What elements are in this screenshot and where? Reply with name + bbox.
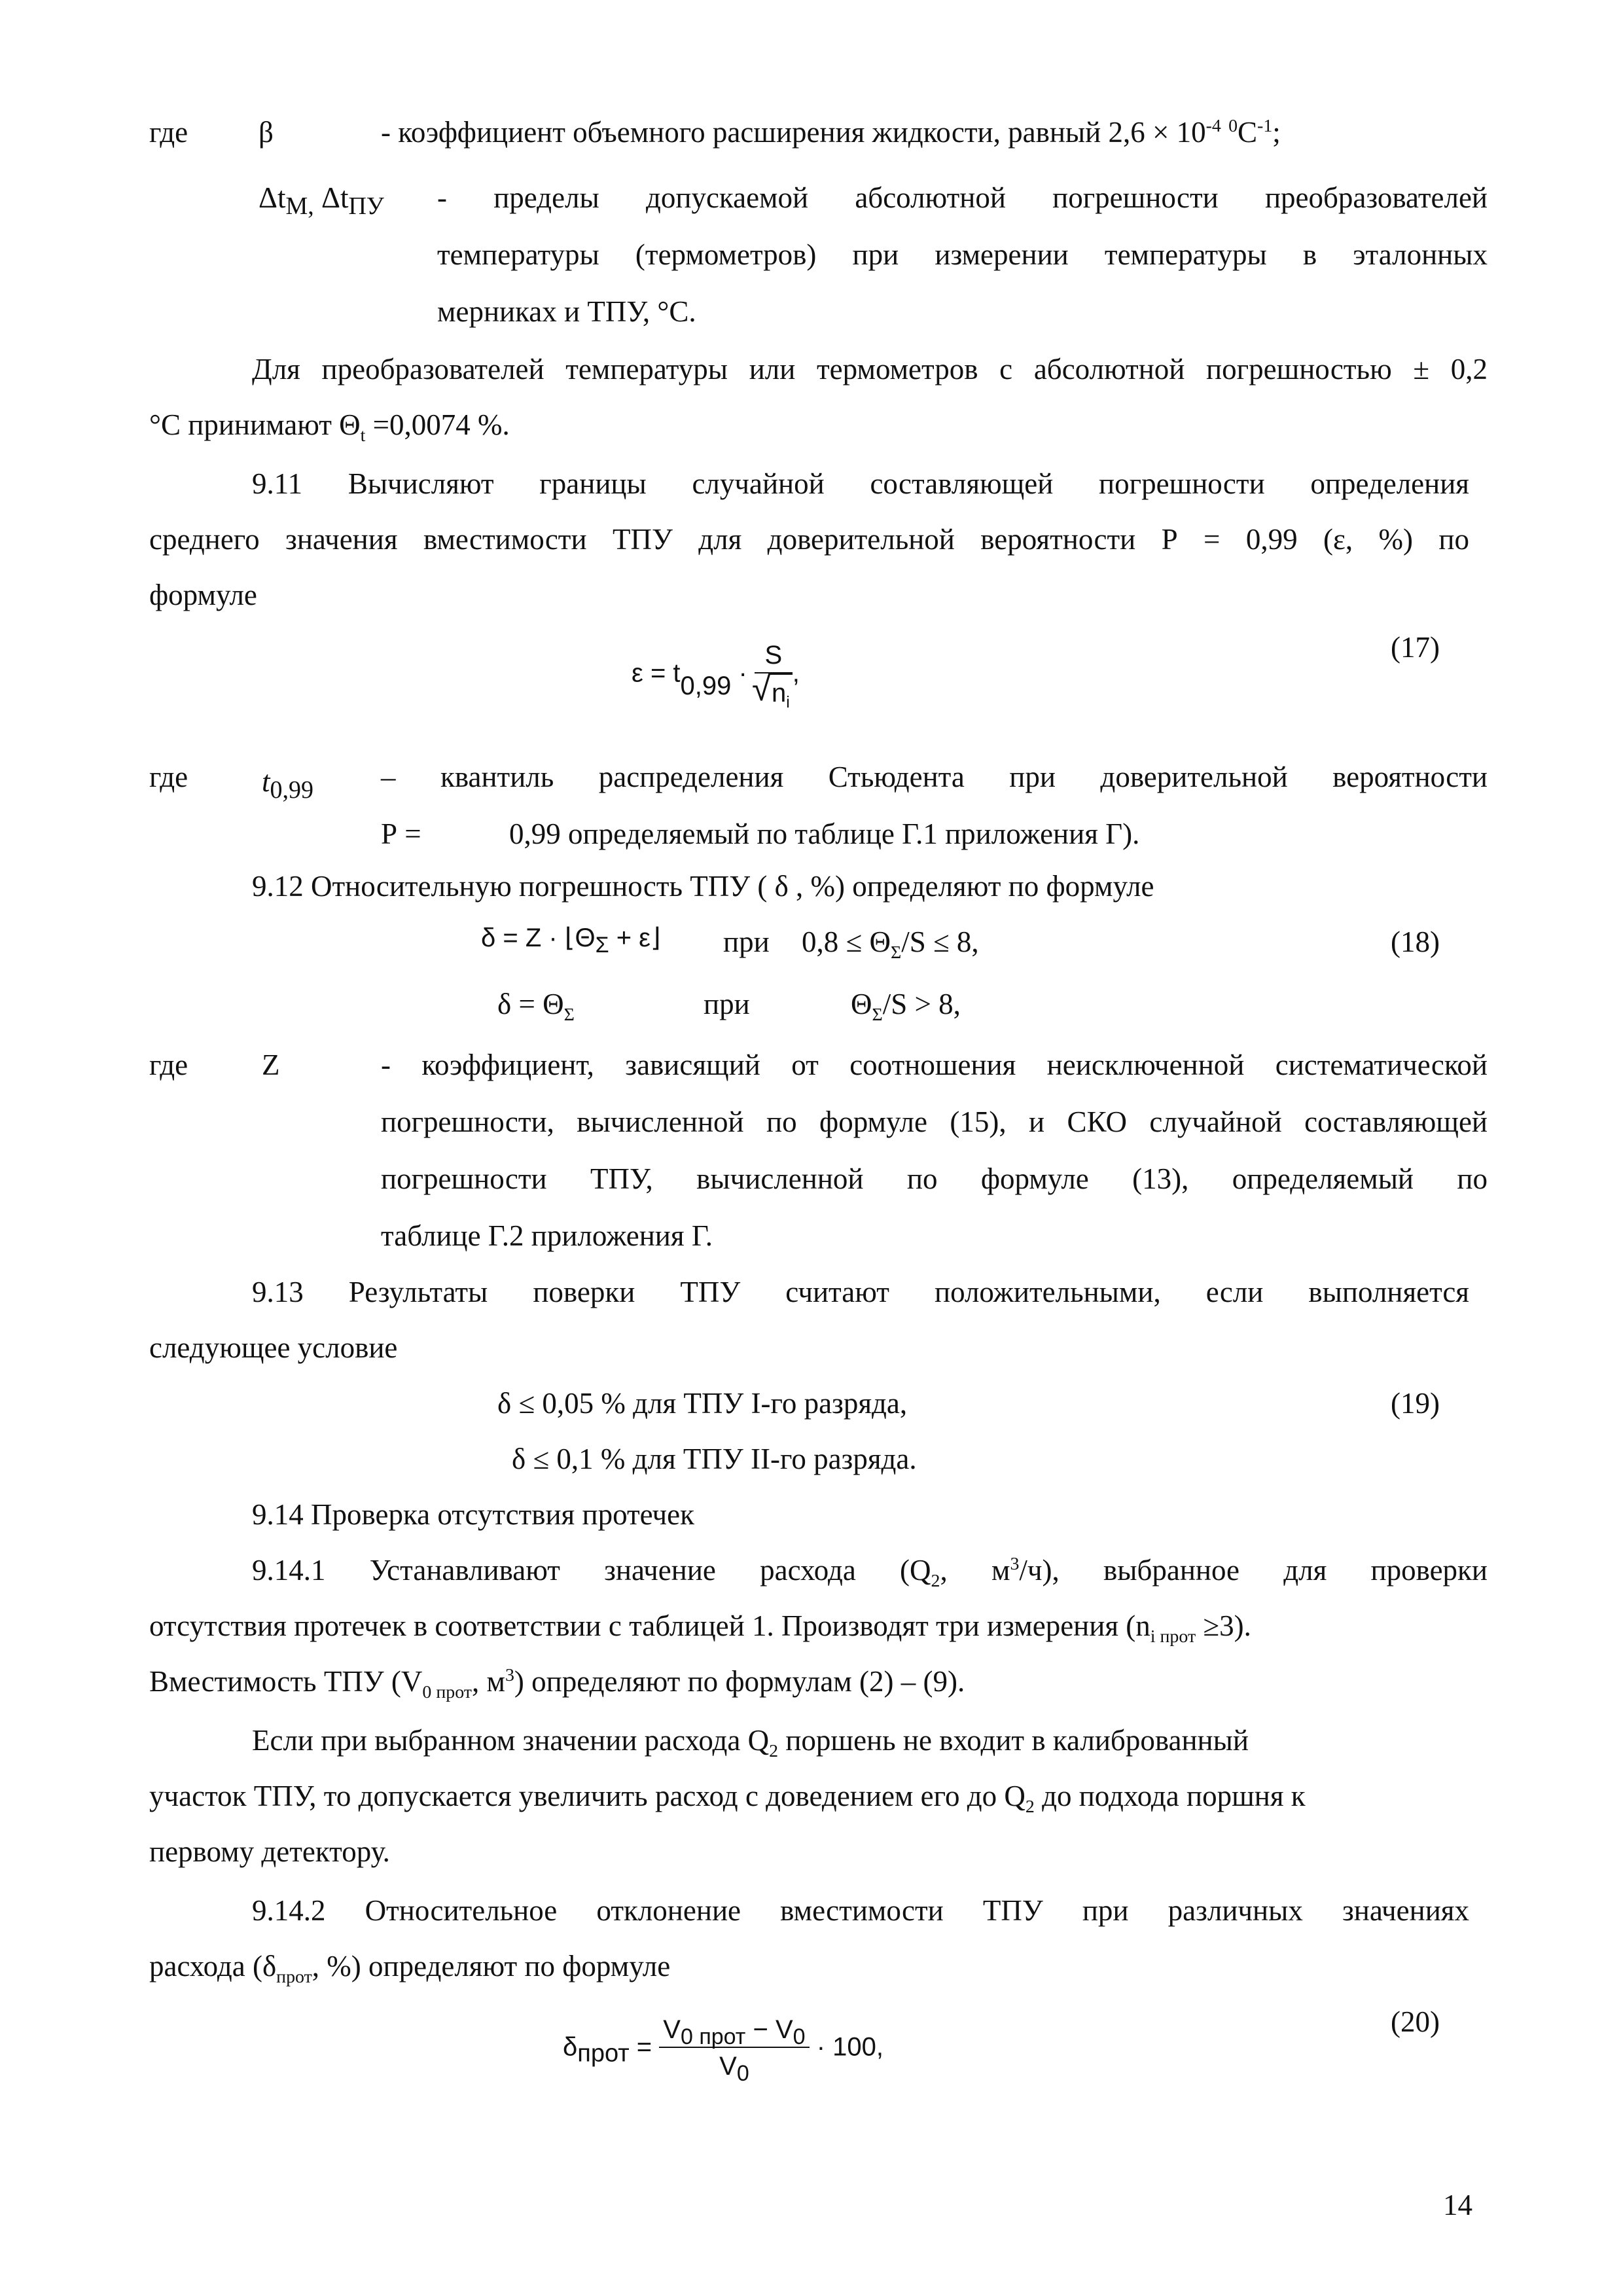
- t-quantile-definition-line1: – квантиль распределения Стьюдента при доверительной вероятности: [381, 761, 1488, 793]
- section-9-13-line1: 9.13 Результаты поверки ТПУ считают положительными, если выполняется: [252, 1276, 1469, 1308]
- delta-t-definition-line1: - пределы допускаемой абсолютной погрешности преобразователей: [437, 181, 1488, 214]
- equation-18-pri2: при: [704, 988, 750, 1020]
- z-definition-line3: погрешности ТПУ, вычисленной по формуле (13), определяемый по: [381, 1162, 1488, 1195]
- where-label: где: [149, 761, 188, 793]
- section-9-14-1-line3: Вместимость ТПУ ($V_{0 прот}$, $м^3$) определяют по формулам (2) – (9).: [149, 1665, 965, 1702]
- theta-paragraph-line2: °С принимают $\Theta_t =0,0074$ %.: [149, 408, 510, 446]
- section-9-13-line2: следующее условие: [149, 1331, 398, 1364]
- section-9-14-1-line1: 9.14.1 Устанавливают значение расхода ($Q_2$, $м^3/ч$), выбранное для проверки: [252, 1554, 1488, 1591]
- equation-17-fraction: S √ $n_i$: [755, 638, 793, 711]
- equation-19-line2: δ ≤ 0,1 % для ТПУ II-го разряда.: [512, 1443, 917, 1475]
- delta-t-symbols: $\Delta t_{М,}$ $\Delta t_{ПУ}$: [259, 181, 384, 220]
- equation-20-number: (20): [1391, 2005, 1440, 2038]
- page-number: 14: [1443, 2189, 1472, 2221]
- equation-20-fraction: $\frac{V_{0 прот} - V_0}{V_0}$: [659, 2013, 809, 2085]
- beta-symbol: β: [259, 116, 274, 149]
- equation-20: $\delta_{прот}$ = $\frac{V_{0 прот} - V_0}{V_0}$ · 100,: [563, 2013, 883, 2085]
- q2-paragraph-line1: Если при выбранном значении расхода $Q_2$ поршень не входит в калиброванный: [252, 1724, 1249, 1761]
- equation-18-cond2: $\Theta_\Sigma/S > 8$,: [851, 988, 961, 1025]
- where-label: где: [149, 1049, 188, 1081]
- delta-t-definition-line2: температуры (термометров) при измерении температуры в эталонных: [437, 238, 1488, 271]
- equation-18-pri1: при: [723, 925, 770, 958]
- q2-paragraph-line2: участок ТПУ, то допускается увеличить расход с доведением его до $Q_2$ до подхода поршня к: [149, 1780, 1306, 1817]
- delta-t-definition-line3: мерниках и ТПУ, °С.: [437, 295, 696, 328]
- section-9-11-line1: 9.11 Вычисляют границы случайной составляющей погрешности определения: [252, 467, 1469, 500]
- theta-paragraph-line1: Для преобразователей температуры или термометров с абсолютной погрешностью ± 0,2: [252, 353, 1488, 386]
- q2-paragraph-line3: первому детектору.: [149, 1835, 390, 1868]
- equation-19-number: (19): [1391, 1387, 1440, 1420]
- section-9-14-1-line2: отсутствия протечек в соответствии с таблицей 1. Производят три измерения $(n_{i прот} \ge 3)$.: [149, 1609, 1251, 1647]
- z-symbol: Z: [262, 1049, 280, 1081]
- equation-19-line1: δ ≤ 0,05 % для ТПУ I-го разряда,: [497, 1387, 908, 1420]
- equation-17: $\varepsilon = t_{0,99}$ · S √ $n_i$ ,: [632, 638, 800, 711]
- beta-definition: - коэффициент объемного расширения жидкости, равный $2,6 \times 10^{-4}$ $^0С^{-1}$;: [381, 116, 1281, 149]
- equation-18-line1: $\delta = Z \cdot ⌊\Theta_\Sigma$ + ε⌋: [481, 924, 661, 958]
- t-quantile-definition-line2b: 0,99 определяемый по таблице Г.1 приложения Г).: [509, 817, 1140, 850]
- section-9-14-title: 9.14 Проверка отсутствия протечек: [252, 1498, 694, 1531]
- z-definition-line2: погрешности, вычисленной по формуле (15), и СКО случайной составляющей: [381, 1105, 1488, 1138]
- section-9-14-2-line2: расхода ($\delta_{прот}$, %) определяют по формуле: [149, 1950, 671, 1987]
- section-9-11-line2: среднего значения вместимости ТПУ для доверительной вероятности Р = 0,99 (ε, %) по: [149, 523, 1469, 556]
- t-quantile-symbol: $t_{0,99}$: [262, 765, 314, 804]
- section-9-11-line3: формуле: [149, 579, 257, 611]
- z-definition-line4: таблице Г.2 приложения Г.: [381, 1219, 713, 1252]
- equation-18-line2: $\delta = \Theta_\Sigma$: [497, 988, 575, 1025]
- section-9-14-2-line1: 9.14.2 Относительное отклонение вместимости ТПУ при различных значениях: [252, 1894, 1469, 1927]
- section-9-12-line1: 9.12 Относительную погрешность ТПУ ( δ , %) определяют по формуле: [252, 870, 1154, 903]
- t-quantile-definition-line2a: Р =: [381, 817, 421, 850]
- z-definition-line1: - коэффициент, зависящий от соотношения неисключенной систематической: [381, 1049, 1488, 1081]
- equation-17-number: (17): [1391, 631, 1440, 664]
- equation-18-cond1: $0,8 \le \Theta_\Sigma/S \le 8$,: [802, 925, 979, 963]
- equation-18-number: (18): [1391, 925, 1440, 958]
- where-label: где: [149, 116, 188, 149]
